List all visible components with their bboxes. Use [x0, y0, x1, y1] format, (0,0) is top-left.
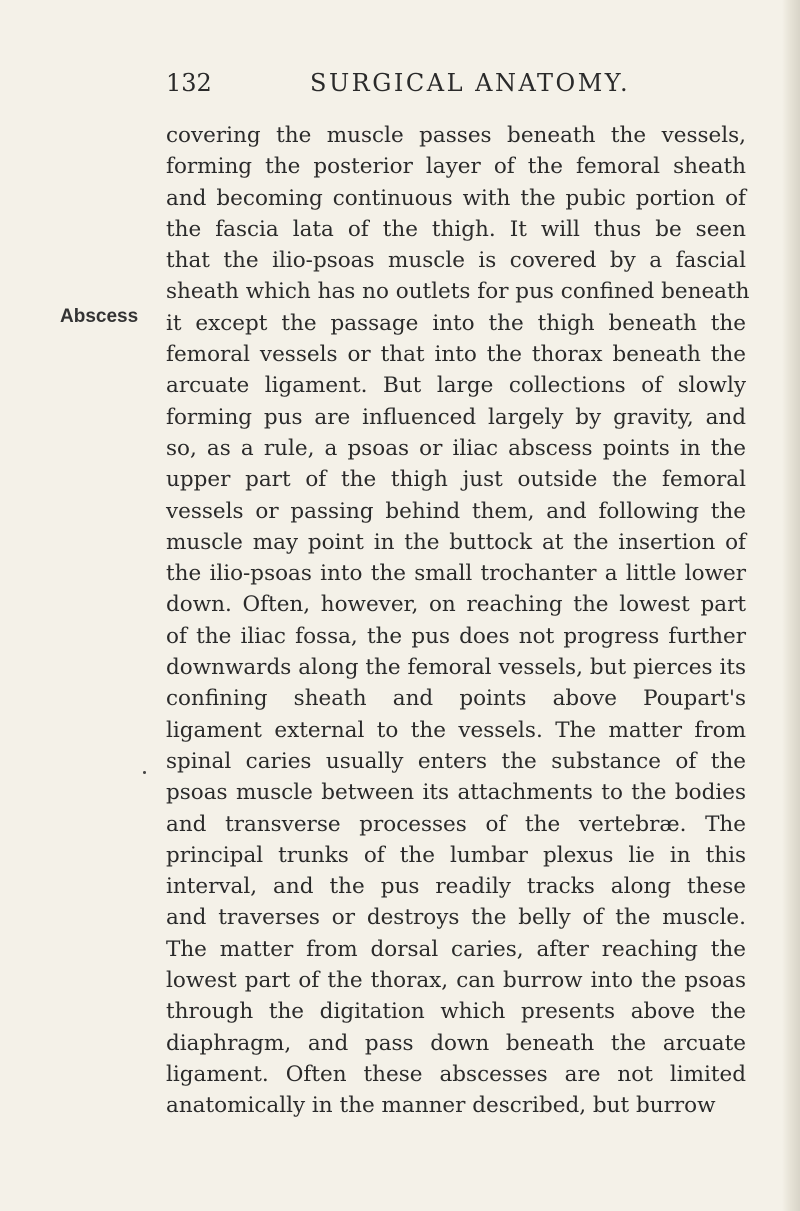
text-line: spinal caries usually enters the substance of the: [166, 748, 746, 774]
page-edge-shadow: [782, 0, 800, 1211]
text-line: downwards along the femoral vessels, but pierces its: [166, 655, 746, 681]
text-line: lowest part of the thorax, can burrow into the psoas: [166, 968, 746, 994]
text-line: forming the posterior layer of the femoral sheath: [166, 154, 746, 180]
text-line: that the ilio-psoas muscle is covered by a fascial: [166, 248, 746, 274]
text-line: and becoming continuous with the pubic portion of: [166, 185, 746, 211]
text-line: and transverse processes of the vertebræ. The: [166, 811, 746, 837]
text-line: sheath which has no outlets for pus confined beneath: [166, 279, 750, 305]
text-line: it except the passage into the thigh beneath the: [166, 310, 746, 336]
text-line: of the iliac fossa, the pus does not progress further: [166, 623, 746, 649]
text-line: anatomically in the manner described, but burrow: [166, 1093, 716, 1119]
body-text: [166, 120, 750, 1122]
text-line: upper part of the thigh just outside the femoral: [166, 467, 746, 493]
text-line: ligament. Often these abscesses are not limited: [166, 1061, 746, 1087]
text-line: down. Often, however, on reaching the lowest part: [166, 592, 746, 618]
text-line: interval, and the pus readily tracks along these: [166, 874, 746, 900]
text-line: femoral vessels or that into the thorax beneath the: [166, 342, 746, 368]
text-line: vessels or passing behind them, and following the: [166, 498, 746, 524]
text-line: through the digitation which presents above the: [166, 999, 746, 1025]
text-line: principal trunks of the lumbar plexus lie in this: [166, 842, 746, 868]
text-line: and traverses or destroys the belly of the muscle.: [166, 905, 746, 931]
text-line: The matter from dorsal caries, after reaching the: [166, 936, 746, 962]
text-line: diaphragm, and pass down beneath the arcuate: [166, 1030, 746, 1056]
text-line: ligament external to the vessels. The matter from: [166, 717, 746, 743]
text-line: confining sheath and points above Poupart's: [166, 686, 746, 712]
text-line: so, as a rule, a psoas or iliac abscess points in the: [166, 435, 746, 461]
margin-dot-mark: [143, 771, 146, 774]
text-line: forming pus are influenced largely by gravity, and: [166, 404, 746, 430]
text-line: muscle may point in the buttock at the insertion of: [166, 529, 746, 555]
margin-note: Abscess: [60, 306, 139, 327]
text-line: the fascia lata of the thigh. It will thus be seen: [166, 216, 746, 242]
text-line: the ilio-psoas into the small trochanter a little lower: [166, 561, 746, 587]
running-title: SURGICAL ANATOMY.: [310, 69, 631, 97]
page-number: 132: [166, 69, 212, 97]
text-line: psoas muscle between its attachments to the bodies: [166, 780, 746, 806]
running-head: [0, 68, 800, 98]
text-line: arcuate ligament. But large collections of slowly: [166, 373, 746, 399]
text-line: covering the muscle passes beneath the vessels,: [166, 123, 746, 148]
